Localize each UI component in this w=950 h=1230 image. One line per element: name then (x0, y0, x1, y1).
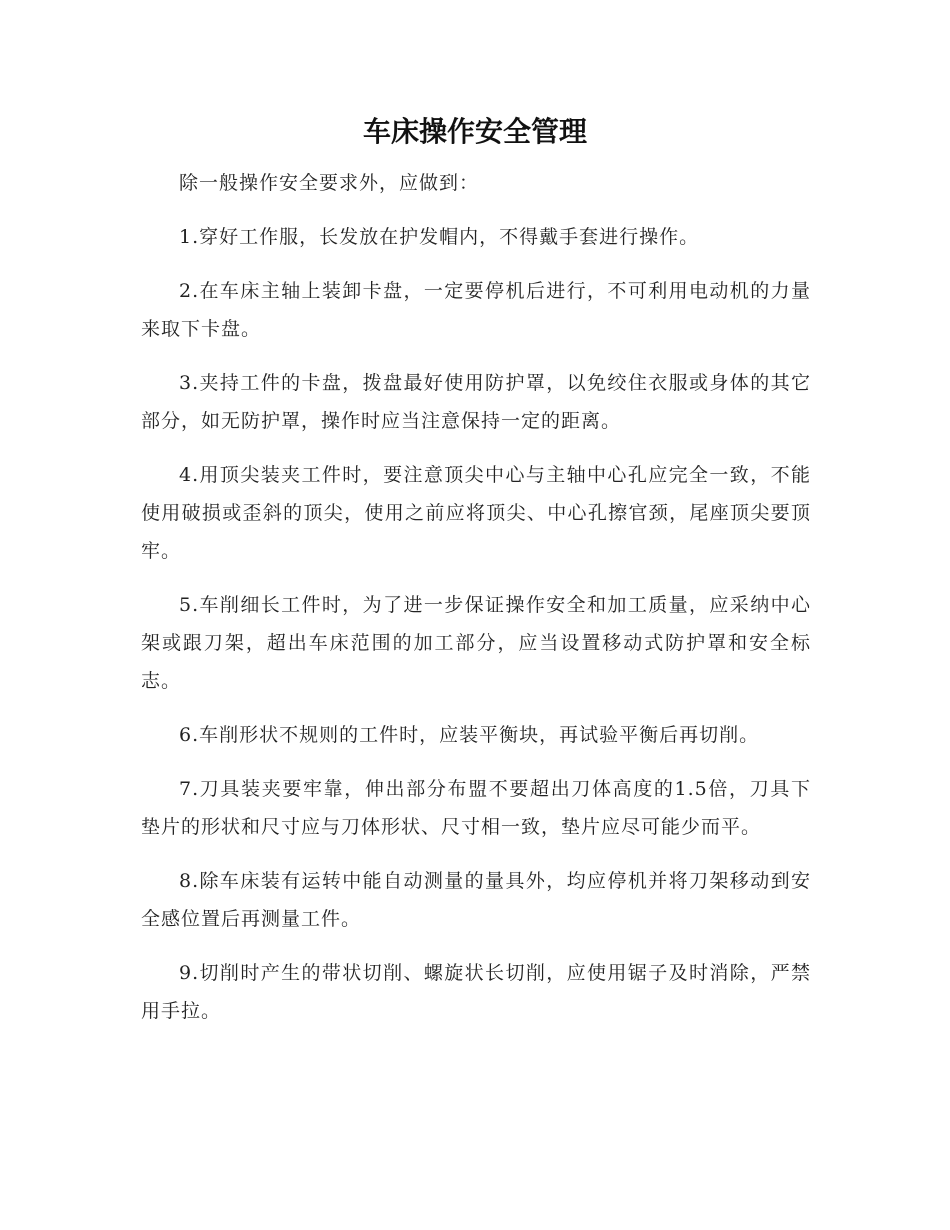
rule-item-1: 1.穿好工作服，长发放在护发帽内，不得戴手套进行操作。 (179, 226, 700, 248)
document-body (141, 164, 811, 1046)
document-title: 车床操作安全管理 (362, 115, 587, 148)
rule-item-8: 8.除车床装有运转中能自动测量的量具外，均应停机并将刀架移动到安全感位置后再测量工件。 (141, 870, 811, 930)
intro-paragraph: 除一般操作安全要求外，应做到： (179, 172, 480, 194)
rule-item-5: 5.车削细长工件时，为了进一步保证操作安全和加工质量，应采纳中心架或跟刀架，超出车床范围的加工部分，应当设置移动式防护罩和安全标志。 (141, 594, 811, 692)
rule-item-4: 4.用顶尖装夹工件时，要注意顶尖中心与主轴中心孔应完全一致，不能使用破损或歪斜的顶尖，使用之前应将顶尖、中心孔擦官颈，尾座顶尖要顶牢。 (141, 464, 811, 562)
rule-item-7: 7.刀具装夹要牢靠，伸出部分布盟不要超出刀体高度的1.5倍，刀具下垫片的形状和尺寸应与刀体形状、尺寸相一致，垫片应尽可能少而平。 (141, 778, 811, 838)
rule-item-3: 3.夹持工件的卡盘，拨盘最好使用防护罩，以免绞住衣服或身体的其它部分，如无防护罩，操作时应当注意保持一定的距离。 (141, 372, 811, 432)
rule-item-9: 9.切削时产生的带状切削、螺旋状长切削，应使用锯子及时消除，严禁用手拉。 (141, 962, 811, 1022)
rule-item-2: 2.在车床主轴上装卸卡盘，一定要停机后进行，不可利用电动机的力量来取下卡盘。 (141, 280, 811, 340)
rule-item-6: 6.车削形状不规则的工件时，应装平衡块，再试验平衡后再切削。 (179, 724, 760, 746)
